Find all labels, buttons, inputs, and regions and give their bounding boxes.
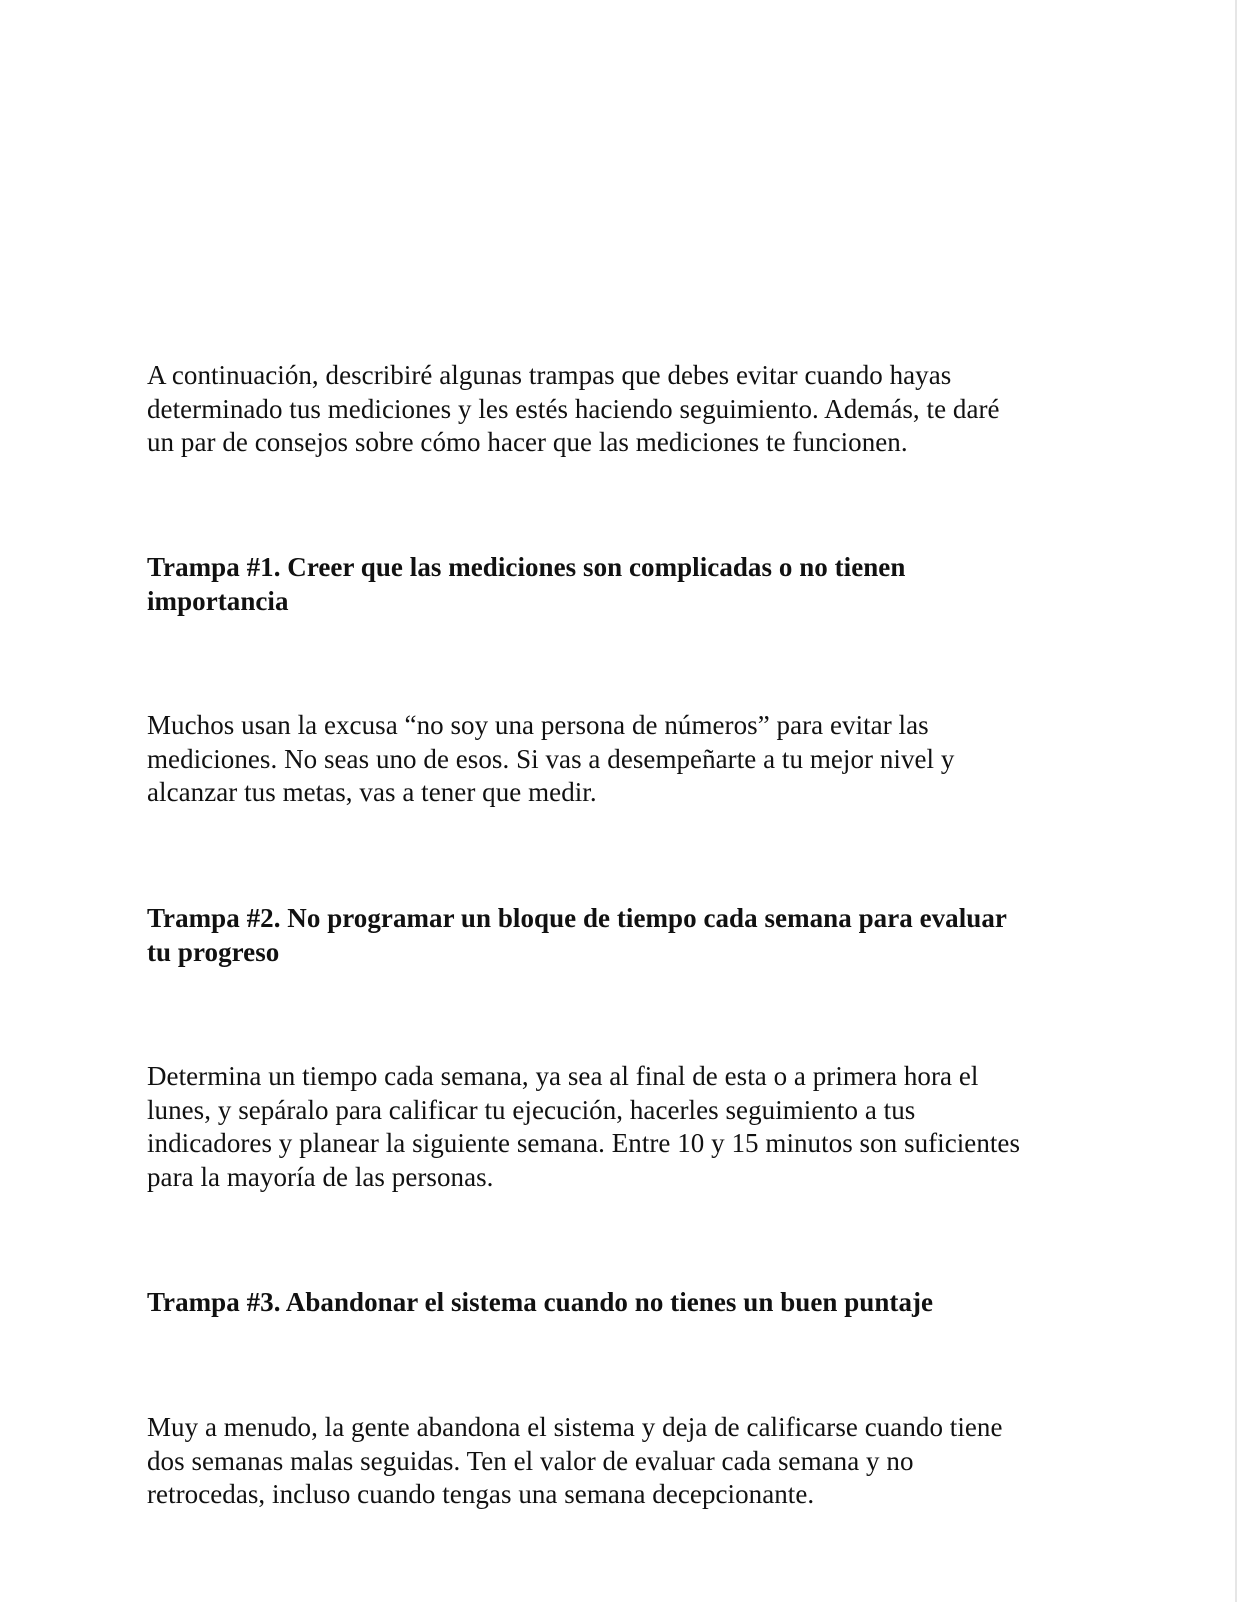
section-body-trampa-1: Muchos usan la excusa “no soy una persona de números” para evitar las mediciones. No seas uno de esos. Si vas a desempeñarte a tu mejor nivel y alcanzar tus metas, vas a tener que medir. bbox=[147, 710, 955, 807]
section-body-trampa-2: Determina un tiempo cada semana, ya sea al final de esta o a primera hora el lunes, y sepáralo para calificar tu ejecución, hacerles seguimiento a tus indicadores y planear la siguiente semana. Entre 10 y 15 minutos son suficientes para la mayoría de las personas. bbox=[147, 1061, 1021, 1192]
section-heading-trampa-1: Trampa #1. Creer que las mediciones son complicadas o no tienen importancia bbox=[147, 552, 906, 616]
intro-paragraph: A continuación, describiré algunas trampas que debes evitar cuando hayas determinado tus mediciones y les estés haciendo seguimiento. Además, te daré un par de consejos sobre cómo hacer que las mediciones te funcionen. bbox=[147, 360, 1000, 457]
section-heading-trampa-3: Trampa #3. Abandonar el sistema cuando no tienes un buen puntaje bbox=[147, 1287, 934, 1317]
section-body-trampa-3: Muy a menudo, la gente abandona el sistema y deja de calificarse cuando tiene dos semanas malas seguidas. Ten el valor de evaluar cada semana y no retrocedas, incluso cuando tengas una semana decepcionante. bbox=[147, 1412, 1003, 1509]
section-heading-trampa-2: Trampa #2. No programar un bloque de tiempo cada semana para evaluar tu progreso bbox=[147, 903, 1007, 967]
